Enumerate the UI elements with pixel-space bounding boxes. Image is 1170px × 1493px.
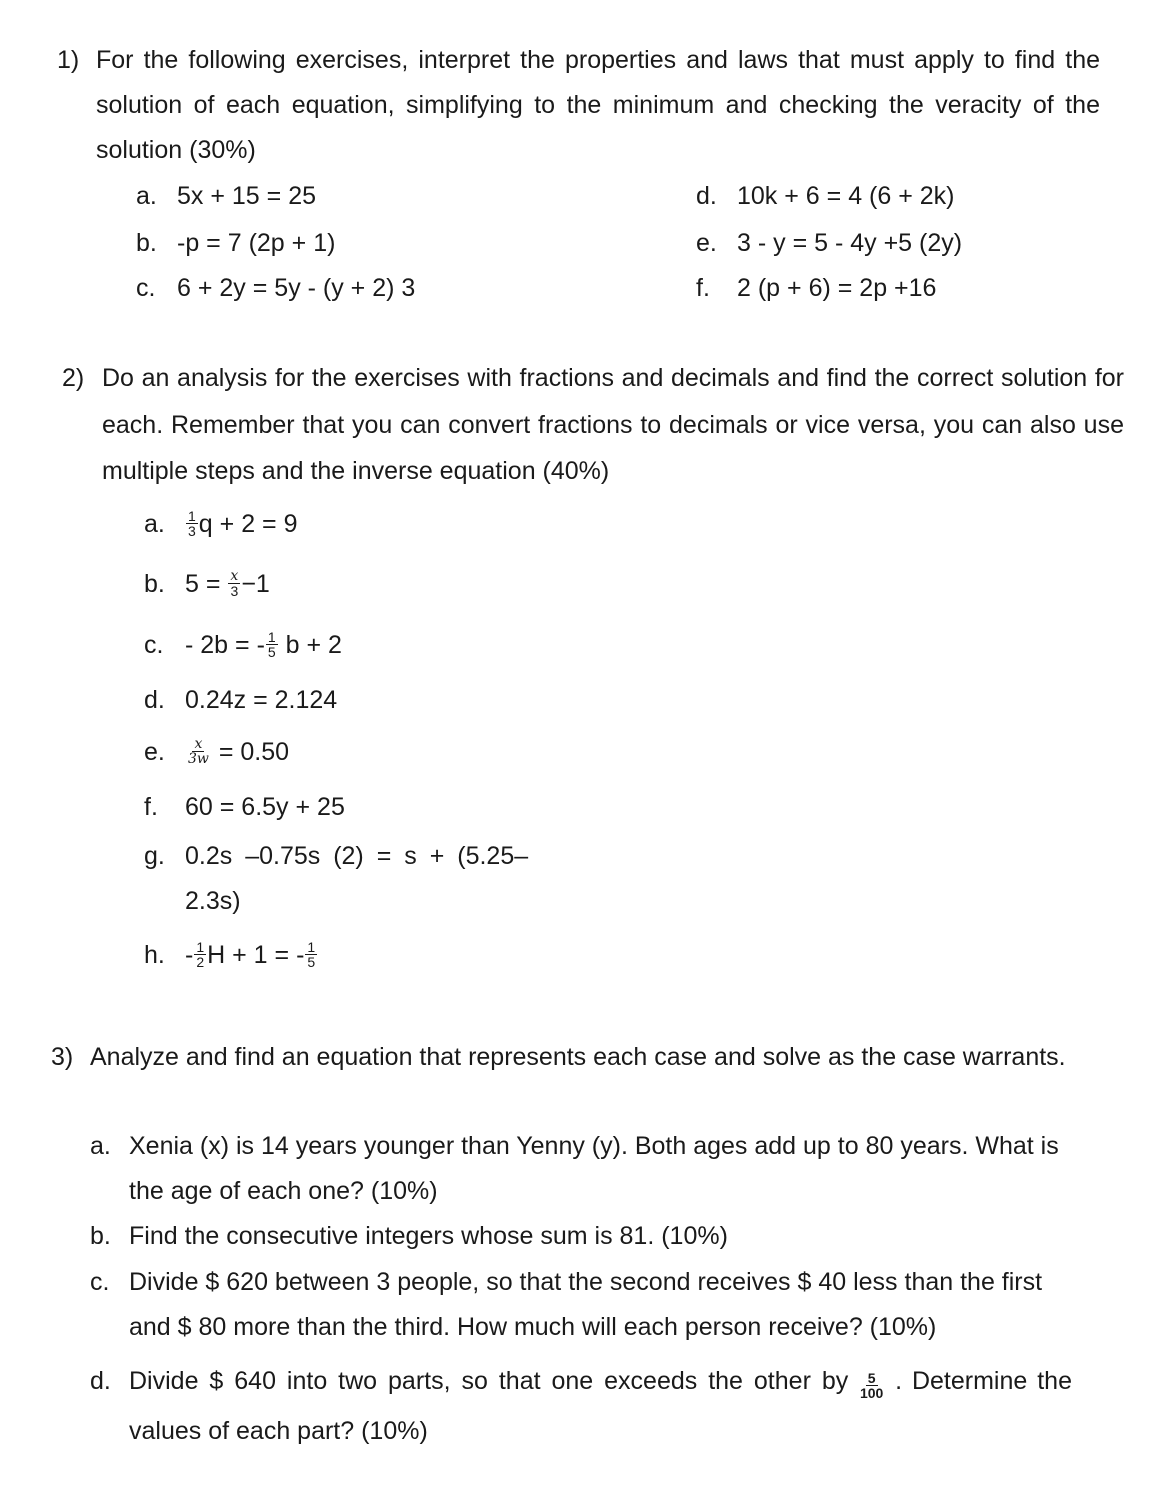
denominator: 5 xyxy=(267,643,276,660)
item-letter: d. xyxy=(144,686,165,714)
equation: 5x + 15 = 25 xyxy=(177,182,317,210)
equation-lhs: 5 = xyxy=(185,570,221,598)
exercise-1b xyxy=(136,221,335,266)
problem-number: 1) xyxy=(57,46,80,74)
numerator: 1 xyxy=(188,507,196,524)
exercise-1c xyxy=(136,266,415,311)
item-letter: e. xyxy=(696,229,717,257)
item-letter: d. xyxy=(696,182,717,210)
case-3d xyxy=(90,1356,1072,1456)
equation: 3 - y = 5 - 4y +5 (2y) xyxy=(737,229,963,257)
item-letter: c. xyxy=(136,274,156,302)
fraction xyxy=(266,630,278,659)
exercise-2g xyxy=(144,834,557,924)
exercise-2f xyxy=(144,785,345,830)
exercise-2e xyxy=(144,730,289,775)
denominator: 3 xyxy=(230,582,239,599)
numerator: 1 xyxy=(267,628,276,645)
denominator: 2 xyxy=(196,953,205,970)
fraction xyxy=(194,940,206,969)
problem-instructions: For the following exercises, interpret the properties and laws that must apply to find the solution of each equation, simplifying to the minimum and checking the veracity of the solution (30%) xyxy=(96,46,1100,164)
exercise-1f xyxy=(696,266,936,311)
case-text: Divide $ 620 between 3 people, so that the second receives $ 40 less than the first and $ 80 more than the third. How much will each person receive? (10%) xyxy=(129,1268,1043,1341)
case-3c xyxy=(90,1260,1072,1350)
case-3a xyxy=(90,1124,1072,1214)
numerator: 1 xyxy=(196,938,205,955)
exercise-2c xyxy=(144,623,342,668)
item-letter: h. xyxy=(144,941,165,969)
problem-number: 3) xyxy=(51,1043,74,1071)
problem-number: 2) xyxy=(62,364,85,392)
exercise-2h xyxy=(144,933,318,978)
item-letter: f. xyxy=(696,274,710,302)
case-text: Find the consecutive integers whose sum is 81. (10%) xyxy=(129,1222,728,1250)
equation: 6 + 2y = 5y - (y + 2) 3 xyxy=(177,274,416,302)
denominator: 3 xyxy=(188,522,196,539)
item-letter: e. xyxy=(144,738,165,766)
item-letter: g. xyxy=(144,842,165,870)
equation: 0.24z = 2.124 xyxy=(185,686,338,714)
exercise-1e xyxy=(696,221,962,266)
denominator: 5 xyxy=(307,953,316,970)
equation: -p = 7 (2p + 1) xyxy=(177,229,336,257)
item-letter: a. xyxy=(144,510,165,538)
item-letter: b. xyxy=(90,1222,111,1250)
fraction xyxy=(305,940,317,969)
numerator: 5 xyxy=(867,1369,876,1386)
minus-sign: - xyxy=(185,941,194,969)
numerator: x xyxy=(194,735,203,752)
problem-1 xyxy=(57,38,1100,173)
equation xyxy=(185,562,270,607)
equation-rest: q + 2 = 9 xyxy=(198,510,298,538)
numerator: 1 xyxy=(307,938,316,955)
fraction xyxy=(186,509,198,538)
item-letter: b. xyxy=(144,570,165,598)
item-letter: a. xyxy=(90,1132,111,1160)
equation: 0.2s –0.75s (2) = s + (5.25– 2.3s) xyxy=(185,842,529,915)
equation-rest: −1 xyxy=(241,570,270,598)
equation-middle: H + 1 = - xyxy=(207,941,305,969)
problem-3 xyxy=(51,1035,1072,1080)
problem-instructions: Do an analysis for the exercises with fractions and decimals and find the correct solution for each. Remember that you can convert fractions to decimals or vice versa, you can also use multiple steps and the inverse equation (40%) xyxy=(102,364,1124,485)
item-letter: f. xyxy=(144,793,158,821)
equation-rest: b + 2 xyxy=(285,631,342,659)
equation: 2 (p + 6) = 2p +16 xyxy=(737,274,937,302)
problem-instructions: Analyze and find an equation that represents each case and solve as the case warrants. xyxy=(90,1043,1066,1071)
equation xyxy=(185,730,289,775)
item-letter: a. xyxy=(136,182,157,210)
fraction xyxy=(228,569,240,598)
item-letter: c. xyxy=(144,631,164,659)
denominator: 3w xyxy=(188,750,209,767)
exercise-1a xyxy=(136,174,316,219)
case-text xyxy=(129,1356,1072,1456)
equation xyxy=(185,933,318,978)
case-text-end: . Determine the xyxy=(895,1367,1072,1395)
exercise-2a xyxy=(144,502,298,547)
item-letter: c. xyxy=(90,1268,110,1296)
equation xyxy=(185,502,298,547)
equation: 60 = 6.5y + 25 xyxy=(185,793,345,821)
exercise-2d xyxy=(144,678,337,723)
case-3b xyxy=(90,1214,1072,1259)
item-letter: d. xyxy=(90,1367,111,1395)
exercise-1d xyxy=(696,174,955,219)
equation: 10k + 6 = 4 (6 + 2k) xyxy=(737,182,955,210)
equation-rest: = 0.50 xyxy=(218,738,290,766)
problem-2 xyxy=(62,355,1124,495)
equation-lhs: - 2b = - xyxy=(185,631,265,659)
fraction xyxy=(858,1371,885,1400)
item-letter: b. xyxy=(136,229,157,257)
equation xyxy=(185,623,342,668)
fraction xyxy=(186,737,211,766)
numerator: x xyxy=(230,567,239,584)
denominator: 100 xyxy=(859,1384,884,1401)
case-text-start: Divide $ 640 into two parts, so that one exceeds the other by xyxy=(129,1367,849,1395)
case-text: Xenia (x) is 14 years younger than Yenny (y). Both ages add up to 80 years. What is the age of each one? (10%) xyxy=(129,1132,1059,1205)
exercise-2b xyxy=(144,562,270,607)
case-text-line2: values of each part? (10%) xyxy=(129,1417,428,1445)
